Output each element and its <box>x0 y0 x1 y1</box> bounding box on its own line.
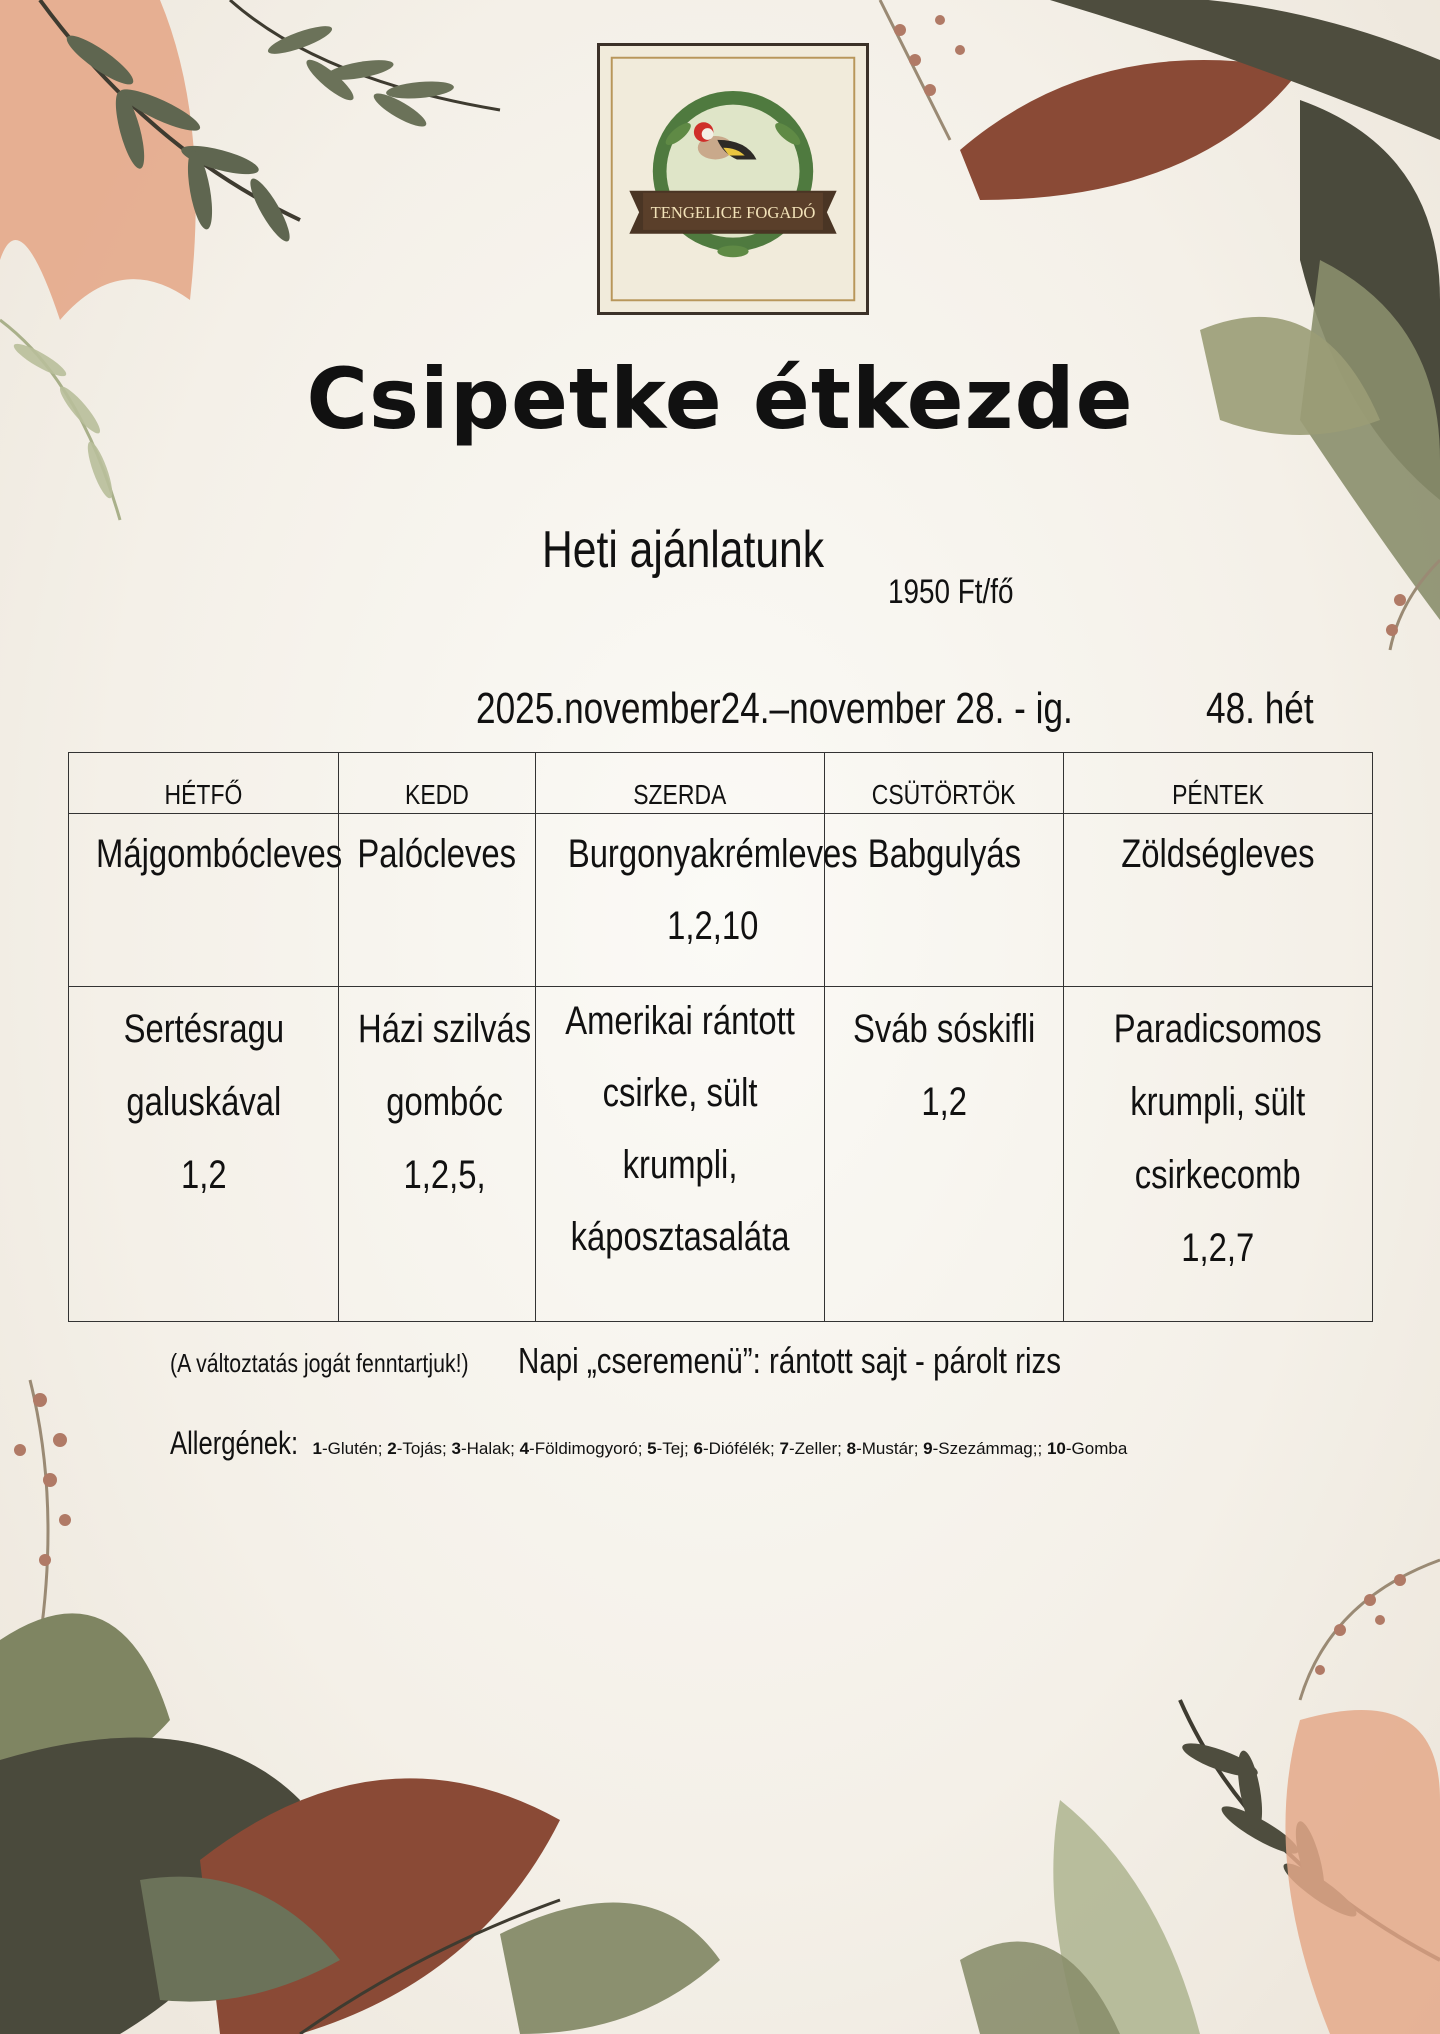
main-course-row <box>69 987 1373 1322</box>
week-number: 48. hét <box>1206 684 1314 733</box>
main-course-cell: Sertésragu galuskával 1,2 <box>69 987 339 1322</box>
price-per-person: 1950 Ft/fő <box>888 573 1014 611</box>
svg-text:TENGELICE FOGADÓ: TENGELICE FOGADÓ <box>650 203 816 223</box>
main-course-cell: Sváb sóskifli 1,2 <box>825 987 1064 1322</box>
table-header-row <box>69 753 1373 814</box>
date-range: 2025.november24.–november 28. - ig. <box>476 684 1073 733</box>
main-course-cell: Amerikai rántott csirke, sült krumpli, káposztasaláta <box>536 987 825 1322</box>
weekly-menu-table <box>68 752 1373 1322</box>
main-course-cell: Paradicsomos krumpli, sült csirkecomb 1,2,7 <box>1064 987 1373 1322</box>
soup-cell: Májgombócleves <box>69 814 339 987</box>
soup-cell: Palócleves <box>339 814 536 987</box>
allergen-legend <box>170 1425 1127 1462</box>
soup-cell: Burgonyakrémleves 1,2,10 <box>536 814 825 987</box>
page-title: Csipetke étkezde <box>306 350 1134 448</box>
soup-cell: Babgulyás <box>825 814 1064 987</box>
day-header: CSÜTÖRTÖK <box>825 753 1064 814</box>
day-header: PÉNTEK <box>1064 753 1373 814</box>
allergen-label: Allergének: <box>170 1425 299 1461</box>
logo <box>597 43 869 315</box>
logo-emblem <box>600 46 866 312</box>
soup-row <box>69 814 1373 987</box>
daily-swap-menu: Napi „cseremenü”: rántott sajt - párolt rizs <box>518 1340 1062 1381</box>
soup-cell: Zöldségleves <box>1064 814 1373 987</box>
day-header: SZERDA <box>536 753 825 814</box>
day-header: KEDD <box>339 753 536 814</box>
disclaimer-note: (A változtatás jogát fenntartjuk!) <box>170 1348 469 1378</box>
allergen-list: 1-Glutén; 2-Tojás; 3-Halak; 4-Földimogyoró; 5-Tej; 6-Diófélék; 7-Zeller; 8-Mustár; 9-Szezámmag;; 10-Gomba <box>312 1439 1128 1458</box>
weekly-offer-heading: Heti ajánlatunk <box>542 521 825 579</box>
day-header: HÉTFŐ <box>69 753 339 814</box>
main-course-cell: Házi szilvás gombóc 1,2,5, <box>339 987 536 1322</box>
